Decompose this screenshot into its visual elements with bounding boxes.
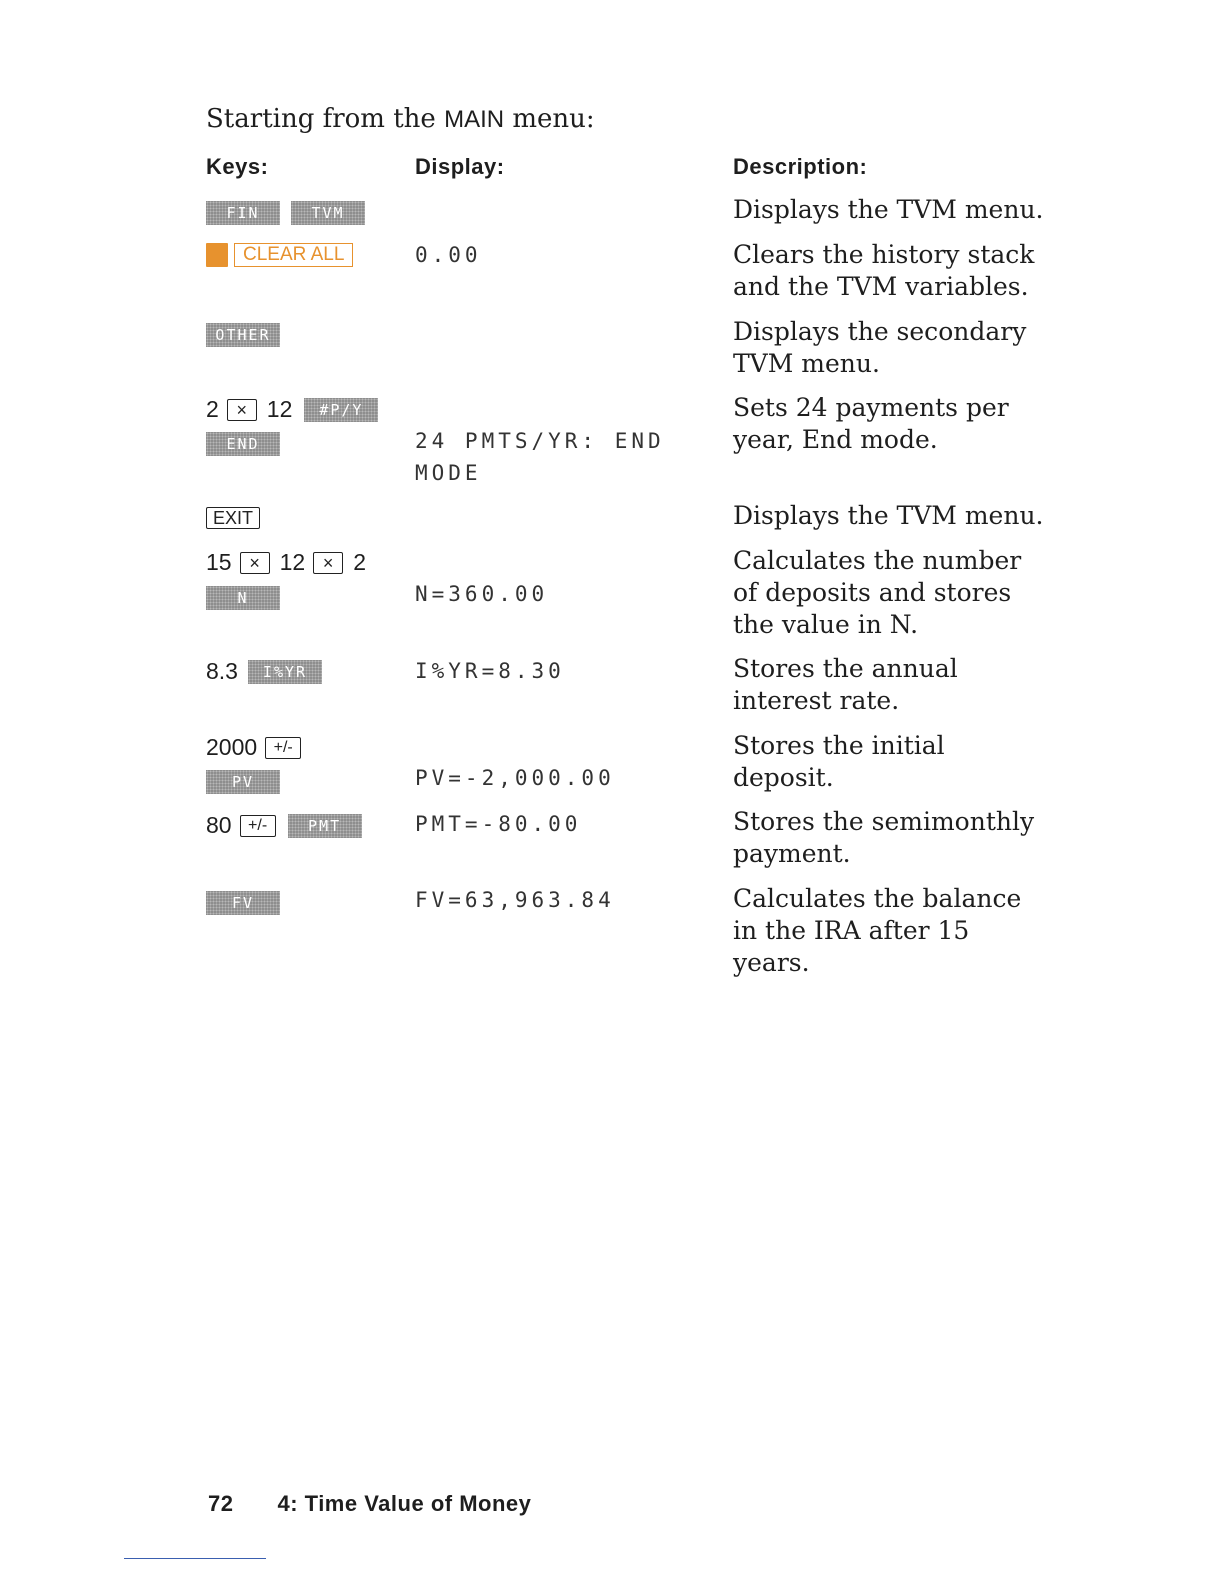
tvm-menu-key[interactable]: TVM (291, 201, 365, 225)
row8-keys-line1 (206, 734, 301, 761)
bottom-rule (124, 1558, 266, 1559)
multiply-key[interactable]: × (227, 399, 257, 421)
exit-key[interactable]: EXIT (206, 507, 260, 529)
multiply-key[interactable]: × (240, 552, 270, 574)
row9-description: Stores the semimonthly payment. (733, 807, 1035, 868)
keys-header: Keys: (206, 154, 269, 179)
row10-keys (206, 891, 280, 915)
pmt-menu-key[interactable]: PMT (288, 814, 362, 838)
fv-menu-key[interactable]: FV (206, 891, 280, 915)
row5-description: Displays the TVM menu. (733, 501, 1044, 530)
intro-prefix: Starting from the (206, 104, 436, 134)
clear-all-key[interactable]: CLEAR ALL (234, 243, 353, 267)
row4-display-line2: MODE (415, 461, 482, 485)
fin-menu-key[interactable]: FIN (206, 201, 280, 225)
row9-keys (206, 812, 362, 839)
row1-keys (206, 201, 365, 225)
row4-display-line1: 24 PMTS/YR: END (415, 429, 665, 453)
row10-description: Calculates the balance in the IRA after 15 years. (733, 884, 1022, 977)
number-2000: 2000 (206, 734, 258, 760)
row9-display: PMT=-80.00 (415, 812, 582, 836)
row4-keys-line2 (206, 432, 280, 456)
row5-keys (206, 507, 260, 529)
intro-text (206, 104, 595, 134)
row2-keys (206, 243, 353, 267)
chapter-title: 4: Time Value of Money (277, 1491, 532, 1516)
number-2: 2 (353, 549, 366, 575)
end-menu-key[interactable]: END (206, 432, 280, 456)
change-sign-key[interactable]: +/- (265, 737, 301, 759)
number-8-3: 8.3 (206, 658, 238, 684)
page-footer (208, 1491, 531, 1517)
payments-per-year-menu-key[interactable]: #P/Y (304, 398, 378, 422)
row8-description: Stores the initial deposit. (733, 731, 945, 792)
row8-keys-line2 (206, 770, 280, 794)
number-80: 80 (206, 812, 232, 838)
row6-description: Calculates the number of deposits and stores the value in N. (733, 546, 1022, 639)
other-menu-key[interactable]: OTHER (206, 323, 280, 347)
row7-display: I%YR=8.30 (415, 659, 565, 683)
row8-display: PV=-2,000.00 (415, 766, 615, 790)
row1-description: Displays the TVM menu. (733, 195, 1044, 224)
row6-keys-line1 (206, 549, 366, 576)
row3-keys (206, 323, 280, 347)
row2-description: Clears the history stack and the TVM variables. (733, 240, 1035, 301)
intro-menu-name: MAIN (444, 106, 505, 133)
row6-display: N=360.00 (415, 582, 549, 606)
intro-suffix: menu: (512, 104, 595, 134)
description-header: Description: (733, 154, 868, 179)
page-number: 72 (208, 1491, 234, 1516)
row2-display: 0.00 (415, 243, 482, 267)
number-12: 12 (266, 396, 293, 422)
display-header: Display: (415, 154, 505, 179)
pv-menu-key[interactable]: PV (206, 770, 280, 794)
interest-rate-menu-key[interactable]: I%YR (248, 660, 322, 684)
number-15: 15 (206, 549, 232, 575)
row7-keys (206, 658, 322, 685)
number-12: 12 (279, 549, 306, 575)
multiply-key[interactable]: × (313, 552, 343, 574)
number-2: 2 (206, 396, 219, 422)
row6-keys-line2 (206, 586, 280, 610)
row3-description: Displays the secondary TVM menu. (733, 317, 1027, 378)
row7-description: Stores the annual interest rate. (733, 654, 958, 715)
row10-display: FV=63,963.84 (415, 888, 615, 912)
change-sign-key[interactable]: +/- (240, 815, 276, 837)
row4-keys-line1 (206, 396, 378, 423)
n-menu-key[interactable]: N (206, 586, 280, 610)
shift-key[interactable] (206, 243, 228, 267)
row4-description: Sets 24 payments per year, End mode. (733, 393, 1009, 454)
